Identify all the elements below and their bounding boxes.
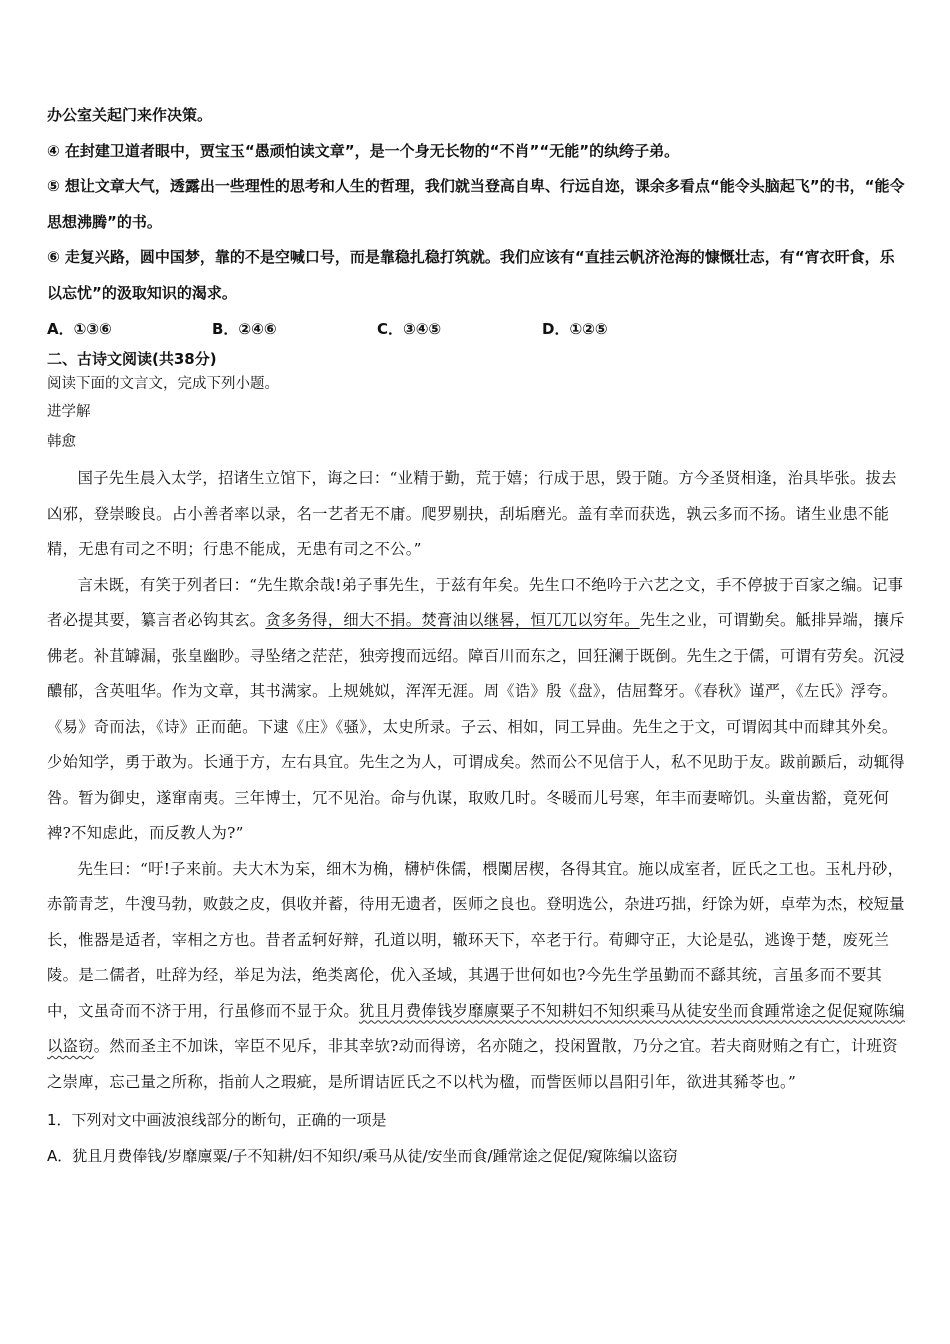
text-title: 进学解 bbox=[47, 404, 91, 420]
option-c[interactable]: C．③④⑤ bbox=[377, 320, 442, 338]
document-page bbox=[47, 98, 907, 1174]
question-1-stem: 1．下列对文中画波浪线部分的断句，正确的一项是 bbox=[47, 1111, 387, 1129]
question-1-option-a[interactable]: A．犹且月费俸钱/岁靡廪粟/子不知耕/妇不知织/乘马从徒/安坐而食/踵常途之促促/窥陈编以盗窃 bbox=[47, 1147, 678, 1165]
option-d[interactable]: D．①②⑤ bbox=[542, 320, 608, 338]
option-a[interactable]: A．①③⑥ bbox=[47, 320, 112, 338]
statement-5: ⑤ 想让文章大气，透露出一些理性的思考和人生的哲理，我们就当登高自卑、行远自迩，课余多看点“能令头脑起飞”的书，“能令思想沸腾”的书。 bbox=[47, 177, 905, 231]
paragraph-3-text-b: 。然而圣主不加诛，宰臣不见斥，非其幸欤?动而得谤，名亦随之，投闲置散，乃分之宜。若夫商财贿之有亡，计班资之崇庳，忘己量之所称，指前人之瑕疵，是所谓诘匠氏之不以杙为楹，而訾医师以昌阳引年，欲进其豨苓也。” bbox=[47, 1037, 898, 1091]
paragraph-3-text-a: 先生曰：“吁!子来前。夫大木为杗，细木为桷，欂栌侏儒，椳闑居楔，各得其宜。施以成室者，匠氏之工也。玉札丹砂，赤箭青芝，牛溲马勃，败鼓之皮，俱收并蓄，待用无遗者，医师之良也。登明选公，杂进巧拙，纡馀为妍，卓荦为杰，校短量长，惟器是适者，宰相之方也。昔者孟轲好辩，孔道以明，辙环天下，卒老于行。荀卿守正，大论是弘，逃谗于楚，废死兰陵。是二儒者，吐辞为经，举足为法，绝类离伦，优入圣域，其遇于世何如也?今先生学虽勤而不繇其统，言虽多而不要其中，文虽奇而不济于用，行虽修而不显于众。 bbox=[47, 859, 905, 1020]
section-instruction: 阅读下面的文言文，完成下列小题。 bbox=[47, 376, 279, 392]
text-author: 韩愈 bbox=[47, 434, 76, 450]
underlined-sentence: 贪多务得，细大不捐。焚膏油以继晷，恒兀兀以穷年。 bbox=[265, 611, 640, 629]
passage-paragraph-1: 国子先生晨入太学，招诸生立馆下，诲之曰：“业精于勤，荒于嬉；行成于思，毁于随。方今圣贤相逢，治具毕张。拔去凶邪，登崇畯良。占小善者率以录，名一艺者无不庸。爬罗剔抉，刮垢磨光。盖有幸而获选，孰云多而不扬。诸生业患不能精，无患有司之不明；行患不能成，无患有司之不公。” bbox=[47, 469, 897, 558]
prev-item-tail: 办公室关起门来作决策。 bbox=[47, 106, 213, 124]
paragraph-2-text-b: 先生之业，可谓勤矣。觝排异端，攘斥佛老。补苴罅漏，张皇幽眇。寻坠绪之茫茫，独旁搜而远绍。障百川而东之，回狂澜于既倒。先生之于儒，可谓有劳矣。沉浸醲郁，含英咀华。作为文章，其书满家。上规姚姒，浑浑无涯。周《诰》殷《盘》，佶屈聱牙。《春秋》谨严，《左氏》浮夸。《易》奇而法，《诗》正而葩。下逮《庄》《骚》，太史所录。子云、相如，同工异曲。先生之于文，可谓闳其中而肆其外矣。少始知学，勇于敢为。长通于方，左右具宜。先生之为人，可谓成矣。然而公不见信于人，私不见助于友。跋前踬后，动辄得咎。暂为御史，遂窜南夷。三年博士，冗不见治。命与仇谋，取败几时。冬暖而儿号寒，年丰而妻啼饥。头童齿豁，竟死何裨?不知虑此，而反教人为?” bbox=[47, 611, 905, 842]
statement-6: ⑥ 走复兴路，圆中国梦，靠的不是空喊口号，而是靠稳扎稳打筑就。我们应该有“直挂云帆济沧海的慷慨壮志，有“宵衣旰食，乐以忘忧”的汲取知识的渴求。 bbox=[47, 248, 895, 302]
passage-paragraph-3 bbox=[47, 852, 907, 1101]
wavy-underlined-sentence: 犹且月费俸钱岁靡廪粟子不知耕妇不知织乘马从徒安坐而食踵常途之促促窥陈编以盗窃 bbox=[47, 1001, 905, 1055]
section-title: 二、古诗文阅读(共38分) bbox=[47, 350, 217, 368]
passage-paragraph-2 bbox=[47, 568, 907, 852]
statement-4: ④ 在封建卫道者眼中，贾宝玉“愚顽怕读文章”，是一个身无长物的“不肖”“无能”的纨绔子弟。 bbox=[47, 141, 680, 160]
answer-options bbox=[47, 311, 907, 347]
paragraph-2-text-a: 言未既，有笑于列者曰：“先生欺余哉!弟子事先生，于兹有年矣。先生口不绝吟于六艺之文，手不停披于百家之编。记事者必提其要，纂言者必钩其玄。 bbox=[47, 575, 904, 629]
option-b[interactable]: B．②④⑥ bbox=[212, 320, 277, 338]
